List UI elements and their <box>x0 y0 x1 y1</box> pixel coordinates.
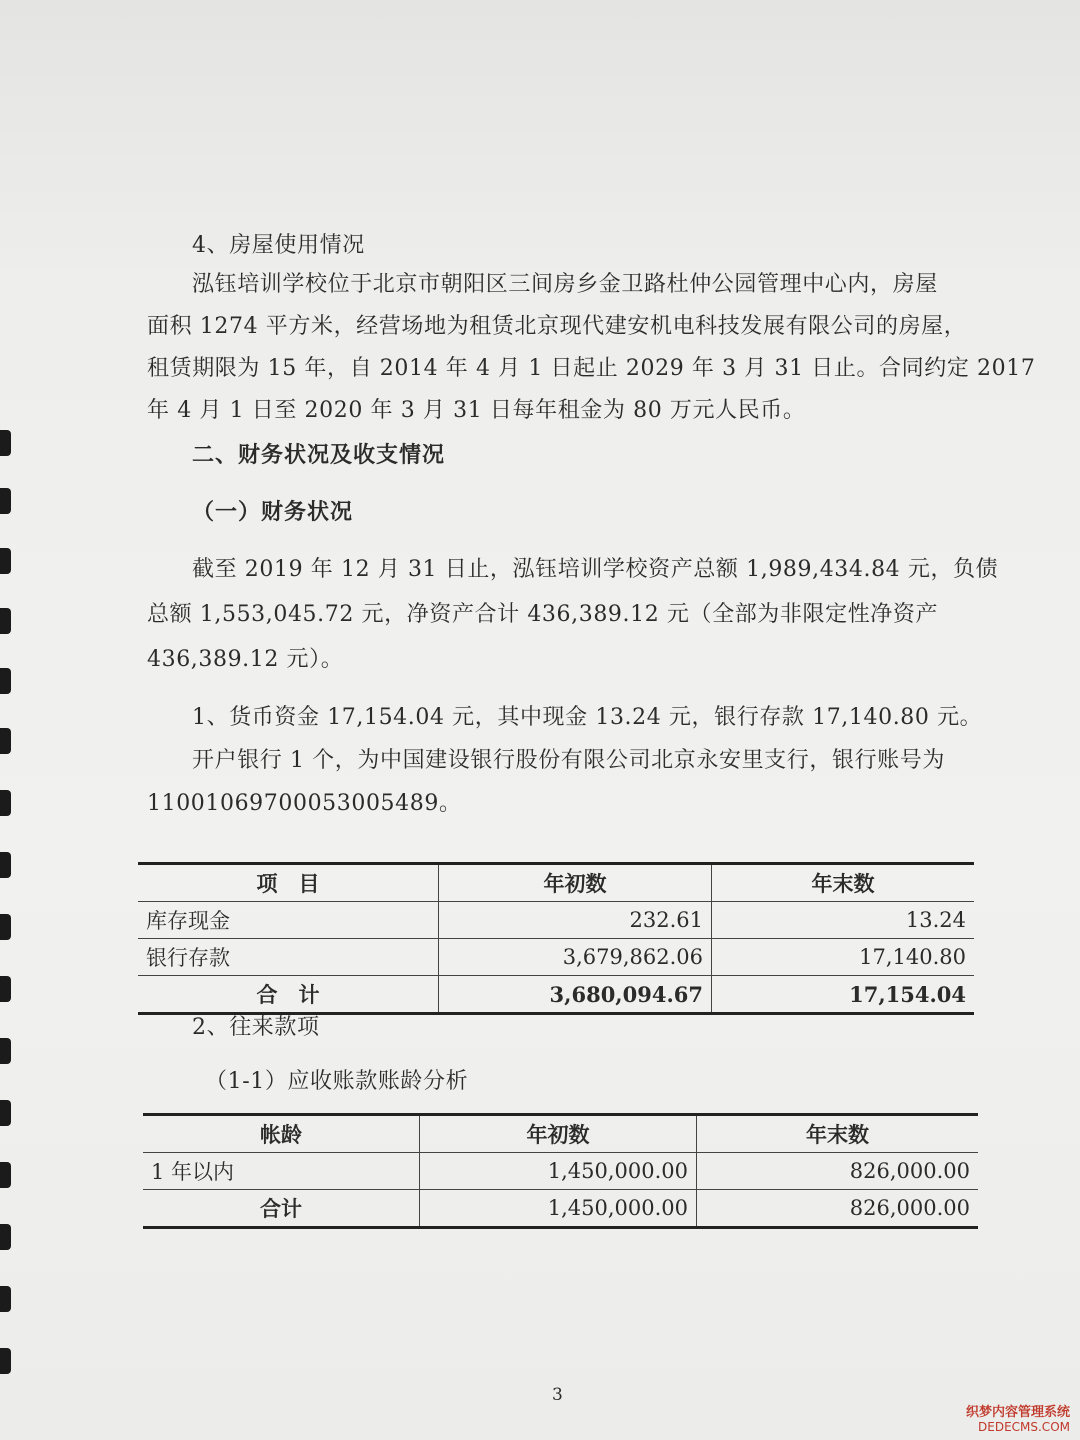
table-header-cell: 年初数 <box>439 864 712 902</box>
table-total-row <box>143 1190 978 1228</box>
binding-ring <box>0 1348 11 1374</box>
binding-ring <box>0 914 11 940</box>
table-cell: 3,679,862.06 <box>439 939 712 976</box>
table-cell: 13.24 <box>712 902 975 939</box>
cash-table <box>138 862 974 1015</box>
watermark <box>966 1406 1070 1434</box>
table-cell: 826,000.00 <box>697 1153 979 1190</box>
binding-ring <box>0 1224 11 1250</box>
table-total-row <box>138 976 974 1014</box>
receivables-aging-table <box>143 1113 978 1229</box>
table-header-cell: 项 目 <box>138 864 439 902</box>
watermark-title: 织梦内容管理系统 <box>965 1405 1070 1420</box>
paragraph-line: 1、货币资金 17,154.04 元，其中现金 13.24 元，银行存款 17,140.80 元。 <box>192 705 983 730</box>
table-cell: 1,450,000.00 <box>420 1153 697 1190</box>
binding-ring <box>0 1162 11 1188</box>
table-cell: 826,000.00 <box>697 1190 979 1228</box>
table-cell: 3,680,094.67 <box>439 976 712 1014</box>
paragraph-line: 年 4 月 1 日至 2020 年 3 月 31 日每年租金为 80 万元人民币。 <box>147 398 806 423</box>
binding-ring <box>0 728 11 754</box>
table-cell: 17,140.80 <box>712 939 975 976</box>
table-header-cell: 年初数 <box>420 1115 697 1153</box>
subsection-heading: （一）财务状况 <box>192 499 354 525</box>
table-header-cell: 年末数 <box>712 864 975 902</box>
binding-ring <box>0 1286 11 1312</box>
section-heading-housing: 4、房屋使用情况 <box>192 233 365 258</box>
table-cell: 库存现金 <box>138 902 439 939</box>
table-row <box>138 939 974 976</box>
table-cell: 银行存款 <box>138 939 439 976</box>
table-cell: 17,154.04 <box>712 976 975 1014</box>
page-number: 3 <box>552 1385 563 1405</box>
binding-ring <box>0 976 11 1002</box>
table-header-row <box>138 864 974 902</box>
paragraph-line: 开户银行 1 个，为中国建设银行股份有限公司北京永安里支行，银行账号为 <box>192 748 945 773</box>
table-header-cell: 年末数 <box>697 1115 979 1153</box>
watermark-domain: DEDECMS.COM <box>978 1420 1070 1434</box>
section-heading-finance: 二、财务状况及收支情况 <box>192 442 446 468</box>
binding-rings <box>0 0 14 1440</box>
bank-account-number: 11001069700053005489。 <box>147 791 462 816</box>
binding-ring <box>0 608 11 634</box>
table-cell: 1 年以内 <box>143 1153 420 1190</box>
paragraph-line: 截至 2019 年 12 月 31 日止，泓钰培训学校资产总额 1,989,434.84 元，负债 <box>192 557 999 582</box>
paragraph-line: 租赁期限为 15 年，自 2014 年 4 月 1 日起止 2029 年 3 月 31 日止。合同约定 2017 <box>147 356 1036 381</box>
table-row <box>143 1153 978 1190</box>
table-cell: 1,450,000.00 <box>420 1190 697 1228</box>
table-header-row <box>143 1115 978 1153</box>
table-cell: 合 计 <box>138 976 439 1014</box>
binding-ring <box>0 1038 11 1064</box>
section-heading-receivables: 2、往来款项 <box>192 1015 320 1040</box>
paragraph-line: 面积 1274 平方米，经营场地为租赁北京现代建安机电科技发展有限公司的房屋， <box>147 314 967 339</box>
table-cell: 合计 <box>143 1190 420 1228</box>
binding-ring <box>0 790 11 816</box>
binding-ring <box>0 668 11 694</box>
binding-ring <box>0 430 11 456</box>
paragraph-line: 436,389.12 元）。 <box>147 647 344 672</box>
binding-ring <box>0 1100 11 1126</box>
paragraph-line: 泓钰培训学校位于北京市朝阳区三间房乡金卫路杜仲公园管理中心内，房屋 <box>192 272 938 297</box>
binding-ring <box>0 852 11 878</box>
binding-ring <box>0 488 11 514</box>
table-header-cell: 帐龄 <box>143 1115 420 1153</box>
table-row <box>138 902 974 939</box>
binding-ring <box>0 548 11 574</box>
table-caption: （1-1）应收账款账龄分析 <box>205 1069 469 1094</box>
paragraph-line: 总额 1,553,045.72 元，净资产合计 436,389.12 元（全部为非限定性净资产 <box>147 602 939 627</box>
table-cell: 232.61 <box>439 902 712 939</box>
